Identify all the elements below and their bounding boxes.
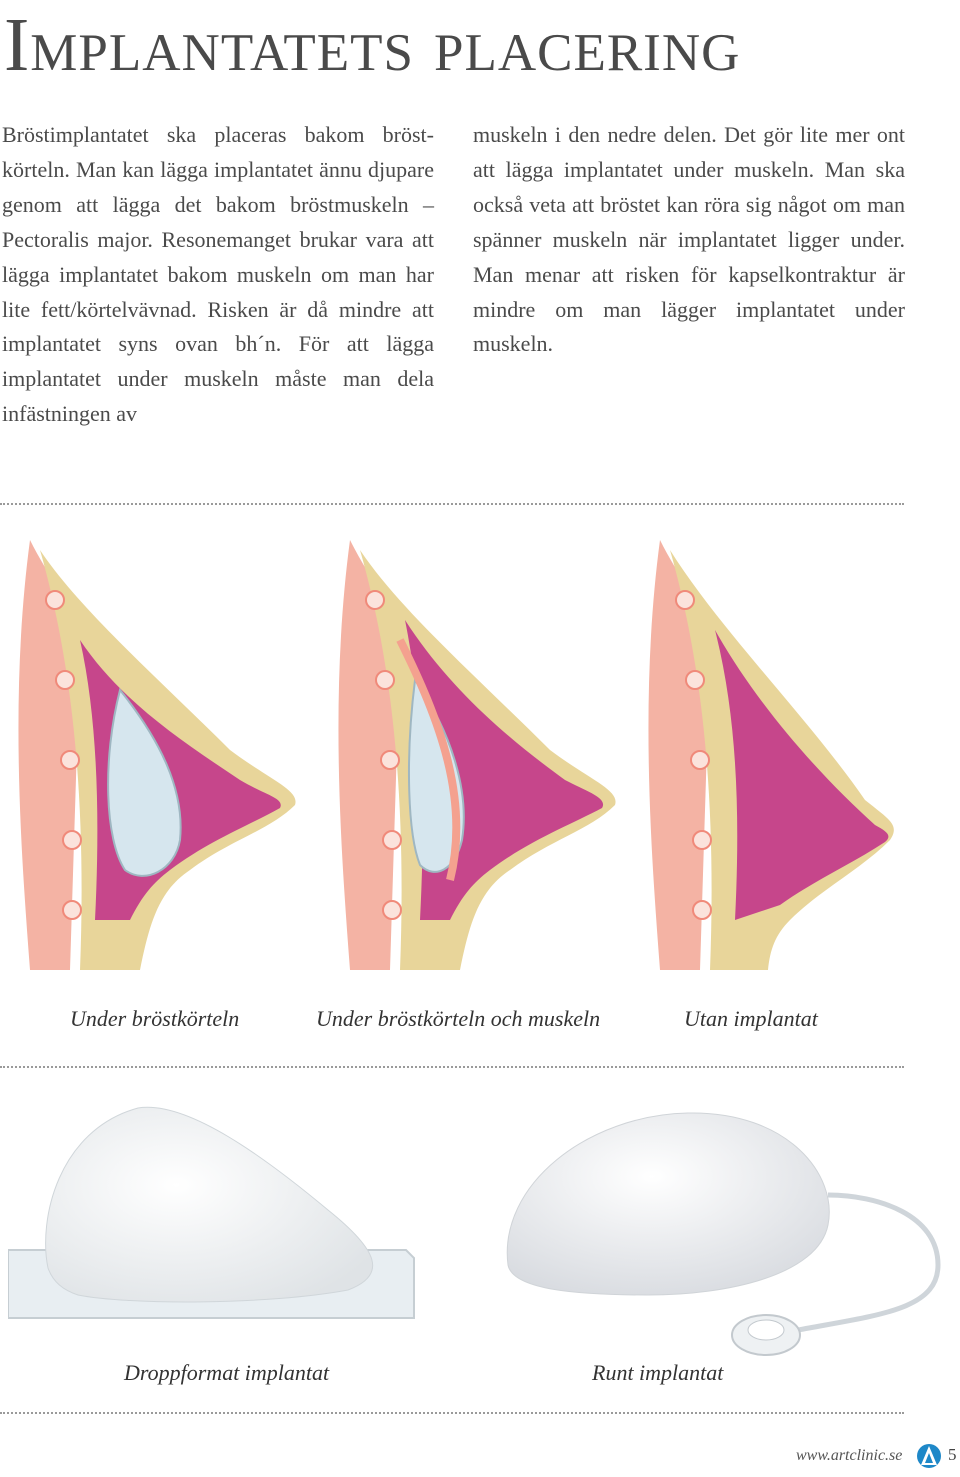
body-paragraph-left: Bröstimplantatet ska placeras bakom bröstkörteln. Man kan lägga implantatet ännu djupare genom att lägga det bakom bröstmuskeln – Pectoralis major. Resonemanget brukar vara att lägga implantatet bakom muskeln om man har lite fett/körtelvävnad. Risken är då mindre att implantatet syns ovan bh´n. För att lägga implantatet under muskeln måste man dela infästningen av	[2, 122, 434, 427]
illustration-without-implant	[640, 540, 940, 970]
body-text-left-column	[2, 118, 434, 432]
illustration-under-gland-and-muscle	[330, 540, 630, 970]
caption-under-gland-and-muscle: Under bröstkörteln och muskeln	[316, 1006, 601, 1031]
teardrop-implant-image	[8, 1100, 428, 1330]
page-title: Implantatets placering	[4, 3, 741, 87]
body-paragraph-right: muskeln i den nedre delen. Det gör lite mer ont att lägga implantatet under muskeln. Man ska också veta att bröstet kan röra sig något om man spänner muskeln när implantatet ligger under. Man menar att risken för kapselkontraktur är mindre om man lägger implantatet under muskeln.	[473, 122, 905, 357]
page-number: 5	[948, 1445, 957, 1464]
caption-without-implant: Utan implantat	[684, 1006, 818, 1031]
artclinic-logo-icon	[916, 1441, 942, 1471]
dotted-divider-middle	[0, 1066, 904, 1068]
caption-round-implant: Runt implantat	[592, 1360, 724, 1385]
caption-teardrop-implant: Droppformat implantat	[124, 1360, 330, 1385]
dotted-divider-bottom	[0, 1412, 904, 1414]
footer-url: www.artclinic.se	[796, 1447, 903, 1464]
dotted-divider-top	[0, 503, 904, 505]
caption-under-gland: Under bröstkörteln	[70, 1006, 240, 1031]
illustration-under-gland	[10, 540, 310, 970]
body-text-right-column	[473, 118, 905, 362]
round-implant-image	[498, 1095, 950, 1375]
